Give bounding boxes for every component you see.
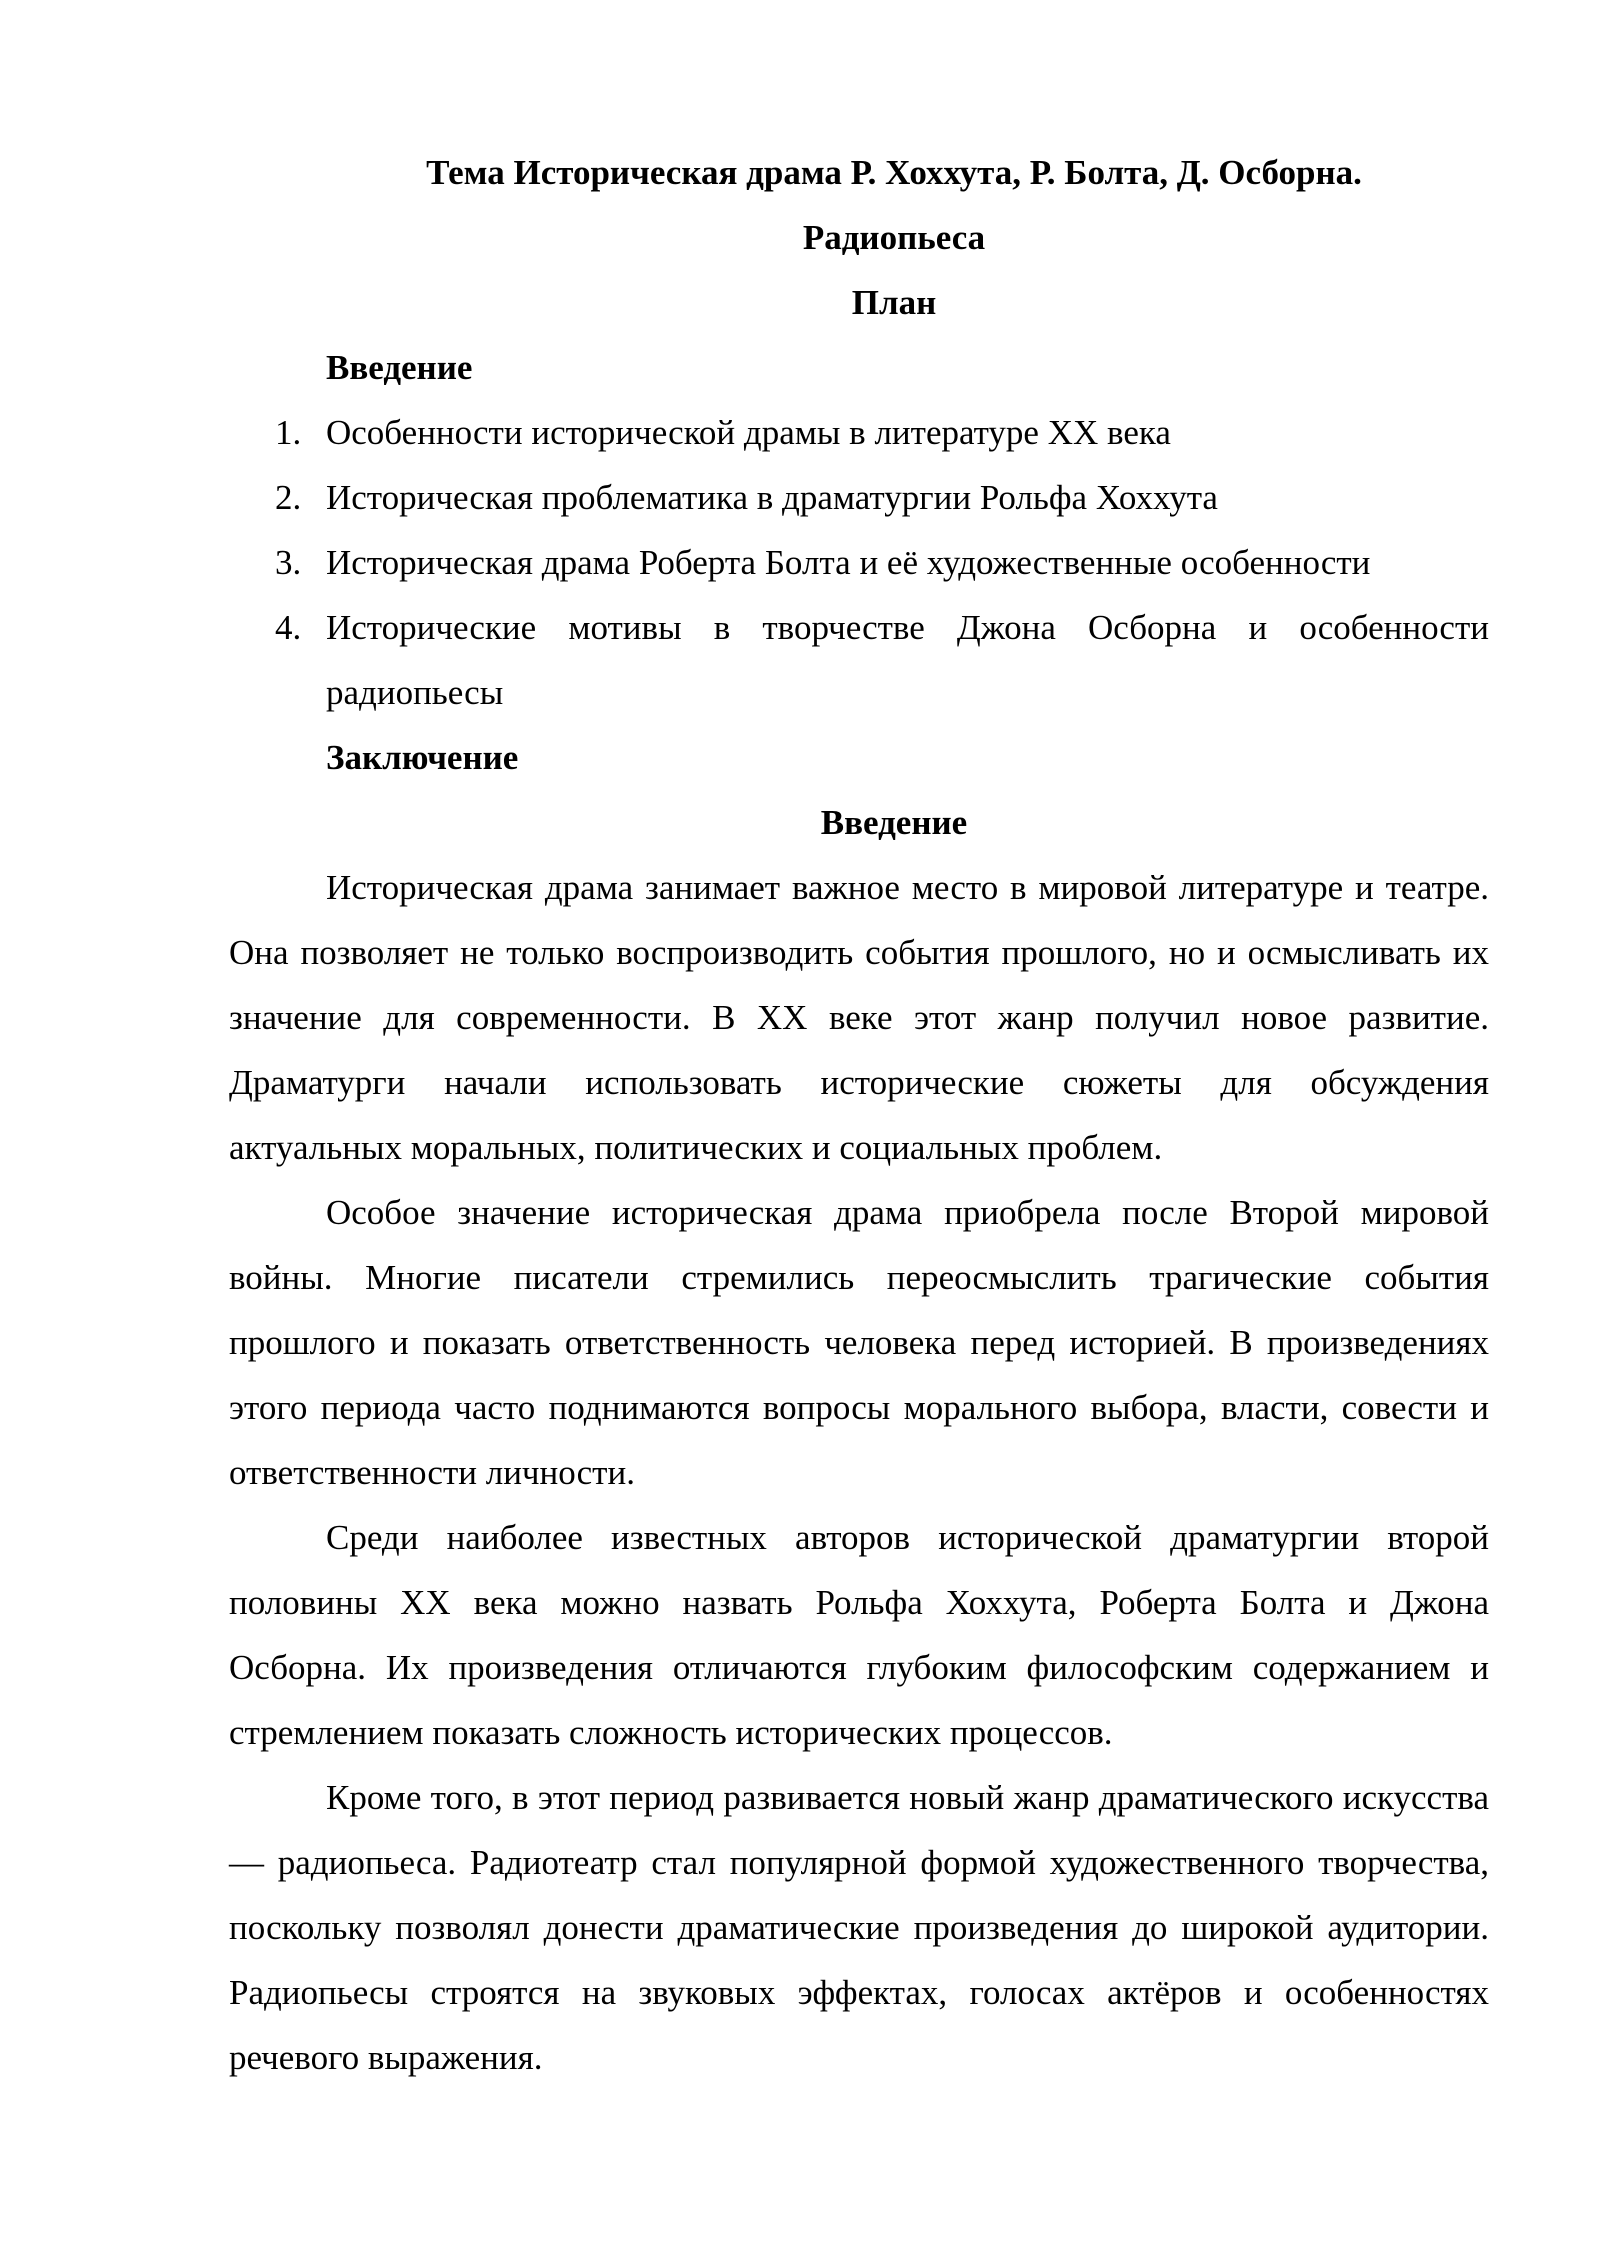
- plan-item: [229, 530, 1489, 595]
- plan-item-number: 2.: [275, 478, 302, 517]
- body-paragraph: Кроме того, в этот период развивается новый жанр драматического искусства — радиопьеса. Радиотеатр стал популярной формой художественного творчества, поскольку позволял донести драматические произведения до широкой аудитории. Радиопьесы строятся на звуковых эффектах, голосах актёров и особенностях речевого выражения.: [229, 1778, 1489, 2077]
- plan-item-number: 4.: [275, 608, 302, 647]
- plan-item-text: Исторические мотивы в творчестве Джона Осборна и особенности радиопьесы: [326, 608, 1489, 712]
- plan-item-text: Историческая драма Роберта Болта и её художественные особенности: [326, 543, 1371, 582]
- plan-item-text: Историческая проблематика в драматургии Рольфа Хоххута: [326, 478, 1218, 517]
- plan-item-text: Особенности исторической драмы в литературе XX века: [326, 413, 1171, 452]
- plan-intro-label: Введение: [326, 348, 473, 387]
- plan-item-number: 3.: [275, 543, 302, 582]
- plan-item: [229, 400, 1489, 465]
- plan-conclusion-label: Заключение: [326, 738, 519, 777]
- plan-item-number: 1.: [275, 413, 302, 452]
- plan-item: [229, 465, 1489, 530]
- introduction-heading: Введение: [820, 803, 968, 842]
- document-title: Тема Историческая драма Р. Хоххута, Р. Болта, Д. Осборна.: [426, 153, 1362, 192]
- body-paragraph: Историческая драма занимает важное место в мировой литературе и театре. Она позволяет не только воспроизводить события прошлого, но и осмысливать их значение для современности. В XX веке этот жанр получил новое развитие. Драматурги начали использовать исторические сюжеты для обсуждения актуальных моральных, политических и социальных проблем.: [229, 868, 1489, 1167]
- plan-heading: План: [851, 283, 937, 322]
- body-paragraph: Среди наиболее известных авторов исторической драматургии второй половины XX века можно назвать Рольфа Хоххута, Роберта Болта и Джона Осборна. Их произведения отличаются глубоким философским содержанием и стремлением показать сложность исторических процессов.: [229, 1518, 1489, 1752]
- document-content: [229, 140, 1489, 2090]
- document-subtitle: Радиопьеса: [802, 218, 986, 257]
- plan-list: [229, 400, 1489, 725]
- plan-item: [229, 595, 1489, 725]
- body-paragraph: Особое значение историческая драма приобрела после Второй мировой войны. Многие писатели стремились переосмыслить трагические события прошлого и показать ответственность человека перед историей. В произведениях этого периода часто поднимаются вопросы морального выбора, власти, совести и ответственности личности.: [229, 1193, 1489, 1492]
